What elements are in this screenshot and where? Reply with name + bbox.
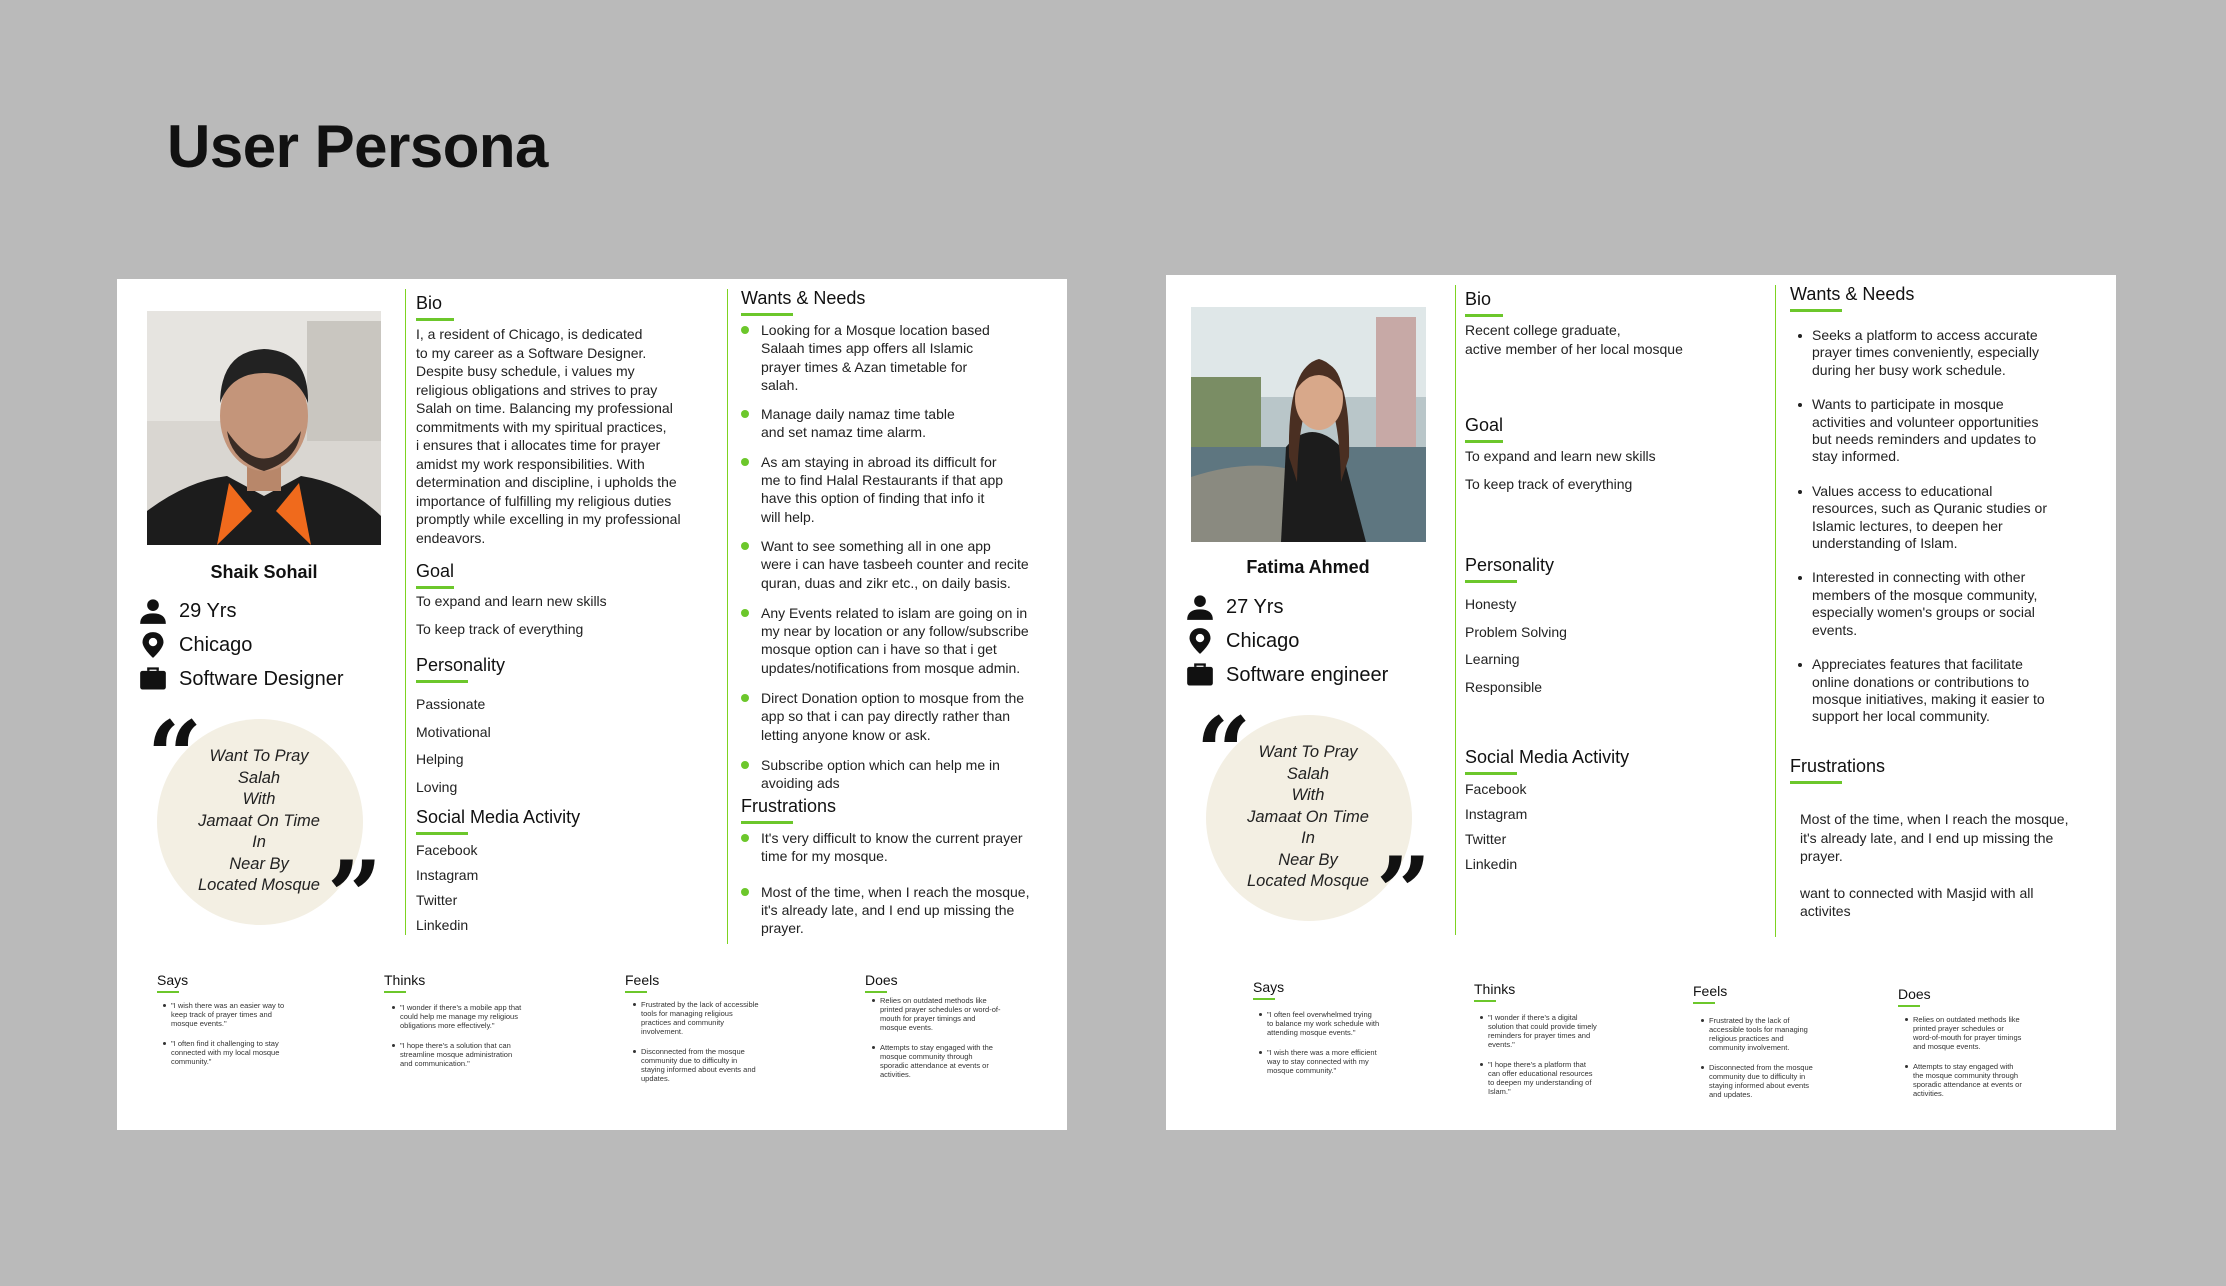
list-item: Seeks a platform to access accurate prayer times conveniently, especially during her busy work schedule. (1790, 327, 2047, 379)
feels-title: Feels (625, 972, 659, 993)
age-value: 29 Yrs (179, 599, 237, 622)
bio-text: I, a resident of Chicago, is dedicated to my career as a Software Designer. Despite busy schedule, i values my religious obligations and strives to pray Salah on time. Balancing my professional commitments with my spiritual practices, i ensures that i allocates time for prayer amidst my work responsibilities. With determination and discipline, i upholds the importance of fulfilling my religious duties promptly while excelling in my professional endeavors. (416, 326, 681, 546)
list-item: Instagram (1465, 806, 1528, 822)
goal-title: Goal (416, 561, 454, 589)
persona-card-fatima (1166, 275, 2116, 1130)
list-item: To expand and learn new skills (416, 593, 607, 609)
bio-title: Bio (1465, 289, 1503, 317)
wants-needs-list (1790, 327, 2047, 743)
list-item: "I wish there was an easier way to keep track of prayer times and mosque events." (159, 1001, 284, 1028)
personality-title: Personality (1465, 555, 1554, 583)
does-list (1901, 1015, 2022, 1109)
list-item: Attempts to stay engaged with the mosque community through sporadic attendance at events or activities. (868, 1043, 1000, 1079)
list-item: Instagram (416, 867, 479, 883)
list-item: Want to see something all in one app were i can have tasbeeh counter and recite quran, duas and zikr etc., on daily basis. (741, 537, 1029, 592)
occupation-value: Software Designer (179, 667, 344, 690)
user-icon (1186, 593, 1214, 621)
open-quote-icon: “ (147, 700, 203, 813)
thinks-list (388, 1003, 521, 1079)
frustrations-title: Frustrations (741, 796, 836, 824)
user-icon (139, 597, 167, 625)
list-item: "I wonder if there's a mobile app that could help me manage my religious obligations more effectively." (388, 1003, 521, 1030)
briefcase-icon (139, 665, 167, 693)
list-item: Disconnected from the mosque community due to difficulty in staying informed about events and updates. (629, 1047, 759, 1083)
list-item: Disconnected from the mosque community due to difficulty in staying informed about events and updates. (1697, 1063, 1813, 1099)
personality-title: Personality (416, 655, 505, 683)
social-media-title: Social Media Activity (1465, 747, 1629, 775)
persona-photo (1191, 307, 1426, 542)
list-item: Relies on outdated methods like printed prayer schedules or word-of- mouth for prayer timings and mosque events. (868, 996, 1000, 1032)
list-item: Facebook (416, 842, 478, 858)
feels-title: Feels (1693, 983, 1727, 1004)
list-item: Passionate (416, 696, 486, 712)
occupation-value: Software engineer (1226, 663, 1389, 686)
list-item: Manage daily namaz time table and set namaz time alarm. (741, 405, 1029, 442)
list-item: Relies on outdated methods like printed prayer schedules or word-of-mouth for prayer timings and mosque events. (1901, 1015, 2022, 1051)
list-item: Loving (416, 779, 458, 796)
list-item: To expand and learn new skills (1465, 448, 1656, 464)
page-title: User Persona (167, 113, 548, 180)
does-list (868, 996, 1000, 1090)
location-value: Chicago (179, 633, 253, 656)
location-row (139, 631, 252, 659)
list-item: Linkedin (1465, 856, 1518, 872)
list-item: Looking for a Mosque location based Salaah times app offers all Islamic prayer times & Azan timetable for salah. (741, 321, 1029, 394)
location-row (1186, 627, 1299, 655)
list-item: Wants to participate in mosque activities and volunteer opportunities but needs reminders and updates to stay informed. (1790, 396, 2047, 466)
list-item: "I hope there's a solution that can streamline mosque administration and communication." (388, 1041, 521, 1068)
persona-quote: Want To Pray Salah With Jamaat On Time In Near By Located Mosque (1246, 743, 1369, 890)
list-item: "I wish there was a more efficient way to stay connected with my mosque community." (1255, 1048, 1379, 1075)
feels-list (629, 1000, 759, 1094)
list-item: Honesty (1465, 596, 1517, 612)
social-media-title: Social Media Activity (416, 807, 580, 835)
feels-list (1697, 1016, 1813, 1110)
list-item: Motivational (416, 723, 491, 740)
location-pin-icon (139, 631, 167, 659)
age-value: 27 Yrs (1226, 595, 1284, 618)
social-media-list (416, 842, 478, 942)
goal-list (1465, 448, 1656, 503)
column-divider (405, 289, 406, 935)
does-title: Does (1898, 986, 1931, 1007)
list-item: Values access to educational resources, such as Quranic studies or Islamic lectures, to deepen her understanding of Islam. (1790, 483, 2047, 553)
list-item: Frustrated by the lack of accessible tools for managing religious practices and community involvement. (1697, 1016, 1813, 1052)
list-item: "I often find it challenging to stay connected with my local mosque community." (159, 1039, 284, 1066)
says-title: Says (1253, 979, 1284, 1000)
persona-name: Fatima Ahmed (1246, 557, 1370, 577)
list-item: To keep track of everything (416, 620, 584, 637)
list-item: Twitter (416, 892, 458, 908)
thinks-title: Thinks (1474, 981, 1515, 1002)
list-item: Problem Solving (1465, 623, 1567, 640)
open-quote-icon: “ (1196, 696, 1252, 809)
list-item: As am staying in abroad its difficult for me to find Halal Restaurants if that app have this option of finding that info it will help. (741, 453, 1029, 526)
goal-title: Goal (1465, 415, 1503, 443)
list-item: It's very difficult to know the current prayer time for my mosque. (741, 829, 1029, 866)
column-divider (1455, 285, 1456, 935)
occupation-row (139, 665, 344, 693)
goal-list (416, 593, 607, 648)
persona-name: Shaik Sohail (210, 562, 318, 582)
bio-title: Bio (416, 293, 454, 321)
frustrations-list (741, 829, 1029, 937)
says-list (159, 1001, 284, 1077)
column-divider (1775, 285, 1776, 937)
list-item: Frustrated by the lack of accessible tools for managing religious practices and community involvement. (629, 1000, 759, 1036)
list-item: "I often feel overwhelmed trying to balance my work schedule with attending mosque events." (1255, 1010, 1379, 1037)
age-row (1186, 593, 1283, 621)
briefcase-icon (1186, 661, 1214, 689)
frustrations-title: Frustrations (1790, 756, 1885, 784)
close-quote-icon: ” (1376, 836, 1432, 949)
social-media-list (1465, 781, 1527, 881)
personality-list (416, 696, 491, 807)
age-row (139, 597, 236, 625)
personality-list (1465, 596, 1567, 706)
says-list (1255, 1010, 1379, 1086)
list-item: Subscribe option which can help me in avoiding ads (741, 756, 1029, 793)
location-pin-icon (1186, 627, 1214, 655)
list-item: To keep track of everything (1465, 475, 1633, 492)
wants-needs-title: Wants & Needs (741, 288, 865, 316)
occupation-row (1186, 661, 1388, 689)
list-item: Linkedin (416, 917, 469, 933)
list-item: Direct Donation option to mosque from the app so that i can pay directly rather than letting anyone know or ask. (741, 689, 1029, 744)
persona-card-shaik (117, 279, 1067, 1130)
thinks-title: Thinks (384, 972, 425, 993)
list-item: Most of the time, when I reach the mosque, it's already late, and I end up missing the prayer. (741, 883, 1029, 938)
says-title: Says (157, 972, 188, 993)
location-value: Chicago (1226, 629, 1300, 652)
list-item: Interested in connecting with other members of the mosque community, especially women's groups or social events. (1790, 569, 2047, 639)
wants-needs-list (741, 321, 1029, 793)
list-item: Any Events related to islam are going on in my near by location or any follow/subscribe mosque option can i have so that i get updates/notifications from mosque admin. (741, 604, 1029, 677)
list-item: Appreciates features that facilitate online donations or contributions to mosque initiatives, making it easier to support her local community. (1790, 656, 2047, 726)
list-item: Responsible (1465, 678, 1543, 695)
column-divider (727, 289, 728, 944)
list-item: Attempts to stay engaged with the mosque community through sporadic attendance at events or activities. (1901, 1062, 2022, 1098)
persona-quote: Want To Pray Salah With Jamaat On Time In Near By Located Mosque (197, 747, 320, 894)
does-title: Does (865, 972, 898, 993)
frustrations-text: Most of the time, when I reach the mosque, it's already late, and I end up missing the prayer. want to connected with Masjid with all activites (1800, 811, 2069, 919)
list-item: "I wonder if there's a digital solution that could provide timely reminders for prayer times and events." (1476, 1013, 1597, 1049)
bio-text: Recent college graduate, active member of her local mosque (1465, 322, 1683, 357)
list-item: Facebook (1465, 781, 1527, 797)
persona-photo (147, 311, 381, 545)
list-item: Learning (1465, 651, 1520, 667)
list-item: Helping (416, 751, 464, 768)
thinks-list (1476, 1013, 1597, 1107)
close-quote-icon: ” (327, 840, 383, 953)
wants-needs-title: Wants & Needs (1790, 284, 1914, 312)
list-item: Twitter (1465, 831, 1507, 847)
list-item: "I hope there's a platform that can offer educational resources to deepen my understanding of Islam." (1476, 1060, 1597, 1096)
